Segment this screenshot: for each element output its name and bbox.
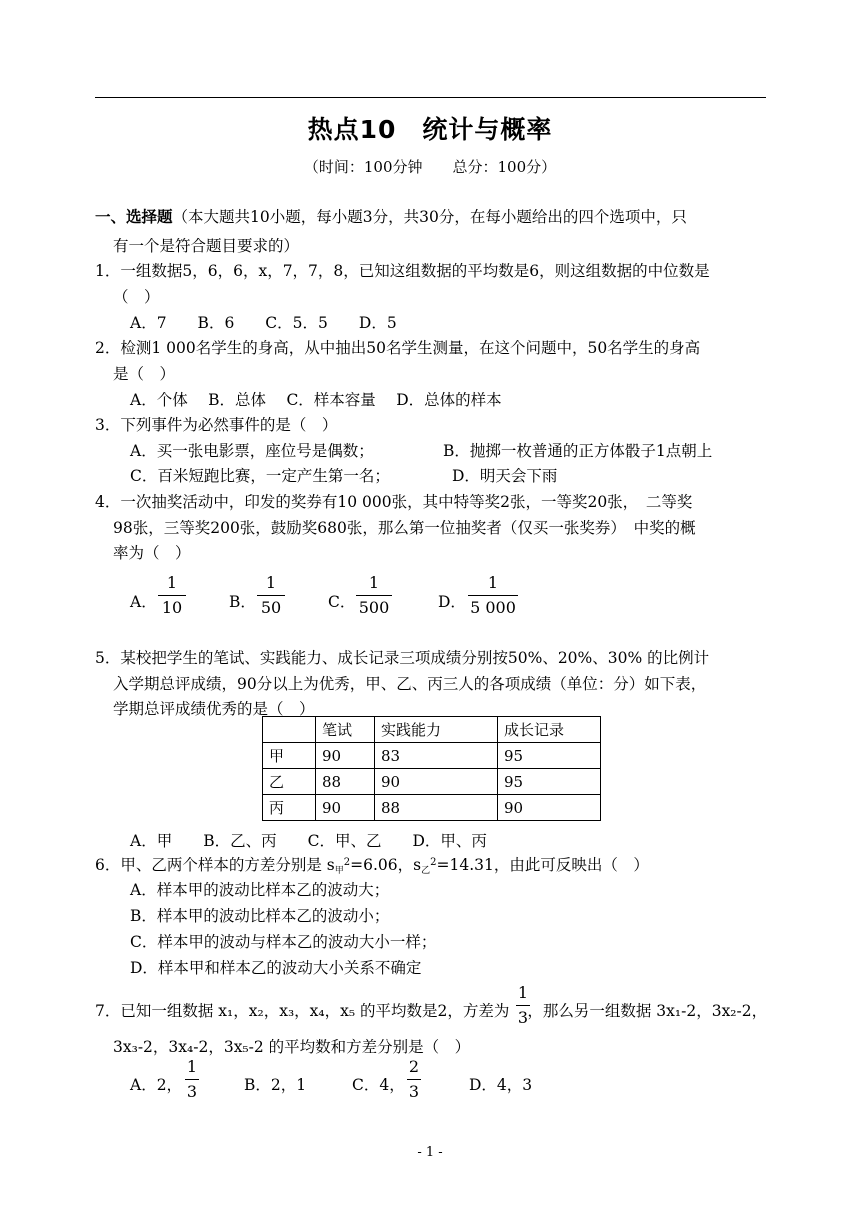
- fraction-denominator: 3: [408, 1082, 420, 1101]
- question-6-text-a: 6．甲、乙两个样本的方差分别是 s: [95, 856, 335, 874]
- fraction-denominator: 10: [161, 598, 183, 617]
- table-cell: 88: [375, 795, 498, 821]
- table-cell: 90: [316, 795, 375, 821]
- page-title: 热点10 统计与概率: [307, 115, 553, 144]
- fraction-denominator: 3: [517, 1008, 529, 1027]
- question-7-option-d: D．4，3: [469, 1076, 533, 1094]
- fraction-numerator: 1: [186, 1057, 198, 1076]
- question-4-label-b: B．: [229, 593, 256, 611]
- table-row: [263, 795, 601, 821]
- subscript-jia: 甲: [334, 866, 344, 876]
- question-1-options: A．7 B．6 C．5．5 D．5: [130, 314, 397, 332]
- question-4-fraction-d: [468, 573, 518, 618]
- table-cell: 丙: [263, 795, 316, 821]
- section-desc: （本大题共10小题，每小题3分，共30分，在每小题给出的四个选项中，只: [172, 208, 687, 226]
- fraction-numerator: 1: [368, 573, 380, 592]
- question-2-cont: 是（ ）: [113, 365, 176, 383]
- question-1: 1．一组数据5，6，6，x，7，7，8，已知这组数据的平均数是6，则这组数据的中位数是: [95, 262, 710, 280]
- table-cell: 90: [316, 743, 375, 769]
- question-7-fraction-c: [407, 1057, 421, 1102]
- question-3-option-d: D．明天会下雨: [452, 467, 558, 485]
- question-5-cont-2: 学期总评成绩优秀的是（ ）: [113, 700, 315, 718]
- header-rule: [95, 97, 766, 98]
- question-7-option-a: A．2，: [130, 1076, 183, 1094]
- table-cell: 83: [375, 743, 498, 769]
- question-3-option-b: B．抛掷一枚普通的正方体骰子1点朝上: [443, 442, 713, 460]
- table-header: 实践能力: [375, 717, 498, 743]
- section-heading: [95, 205, 687, 227]
- fraction-numerator: 1: [487, 573, 499, 592]
- question-4-label-d: D．: [438, 593, 466, 611]
- table-cell: 88: [316, 769, 375, 795]
- fraction-numerator: 2: [408, 1057, 420, 1076]
- table-header: [263, 717, 316, 743]
- question-3-option-a: A．买一张电影票，座位号是偶数；: [130, 442, 374, 460]
- fraction-denominator: 3: [186, 1082, 198, 1101]
- table-header-row: [263, 717, 601, 743]
- question-4-fraction-c: [356, 573, 392, 618]
- table-cell: 乙: [263, 769, 316, 795]
- question-4-fraction-a: [158, 573, 186, 618]
- question-7-fraction-a: [185, 1057, 199, 1102]
- table-cell: 90: [498, 795, 601, 821]
- question-6-option-b: B．样本甲的波动比样本乙的波动小；: [130, 907, 390, 925]
- table-header: 成长记录: [498, 717, 601, 743]
- question-2-options: A．个体 B．总体 C．样本容量 D．总体的样本: [130, 391, 502, 409]
- fraction-numerator: 1: [517, 983, 529, 1002]
- question-4-label-c: C．: [328, 593, 356, 611]
- fraction-denominator: 50: [260, 598, 282, 617]
- question-7: [95, 999, 767, 1021]
- question-2: 2．检测1 000名学生的身高，从中抽出50名学生测量，在这个问题中，50名学生的身高: [95, 339, 701, 357]
- fraction-denominator: 500: [358, 598, 390, 617]
- question-6-option-d: D．样本甲和样本乙的波动大小关系不确定: [130, 959, 422, 977]
- table-header: 笔试: [316, 717, 375, 743]
- question-7-option-b: B．2，1: [244, 1076, 307, 1094]
- fraction-numerator: 1: [265, 573, 277, 592]
- table-cell: 95: [498, 743, 601, 769]
- page-subtitle: （时间：100分钟 总分：100分）: [303, 158, 557, 176]
- page-number: - 1 -: [417, 1145, 443, 1160]
- question-6: [95, 853, 649, 876]
- fraction-denominator: 5 000: [470, 598, 516, 617]
- table-row: [263, 769, 601, 795]
- subscript-yi: 乙: [421, 866, 431, 876]
- fraction-numerator: 1: [166, 573, 178, 592]
- question-5-cont: 入学期总评成绩，90分以上为优秀，甲、乙、丙三人的各项成绩（单位：分）如下表，: [113, 675, 707, 693]
- question-7-option-c: C．4，: [352, 1076, 405, 1094]
- question-5-options: A．甲 B．乙、丙 C．甲、乙 D．甲、丙: [130, 832, 487, 850]
- question-5: 5．某校把学生的笔试、实践能力、成长记录三项成绩分别按50%、20%、30% 的比例计: [95, 649, 710, 667]
- score-table: [262, 716, 601, 821]
- section-title: 一、选择题: [95, 208, 173, 226]
- question-1-cont: （ ）: [113, 288, 160, 306]
- superscript: 2: [430, 857, 437, 868]
- question-6-text-b: =6.06，s: [350, 856, 422, 874]
- table-row: [263, 743, 601, 769]
- superscript: 2: [343, 857, 351, 868]
- table-cell: 90: [375, 769, 498, 795]
- question-6-text-c: =14.31，由此可反映出（ ）: [436, 856, 649, 874]
- question-6-option-a: A．样本甲的波动比样本乙的波动大；: [130, 881, 390, 899]
- table-cell: 甲: [263, 743, 316, 769]
- question-4-cont-2: 率为（ ）: [113, 544, 191, 562]
- question-4-fraction-b: [257, 573, 285, 618]
- question-3-option-c: C．百米短跑比赛，一定产生第一名；: [130, 467, 390, 485]
- question-7-text-a: 7．已知一组数据 x₁，x₂，x₃，x₄，x₅ 的平均数是2，方差为: [95, 1002, 510, 1020]
- section-desc-2: 有一个是符合题目要求的）: [113, 237, 300, 255]
- question-4-label-a: A．: [130, 593, 157, 611]
- question-4-cont: 98张，三等奖200张，鼓励奖680张，那么第一位抽奖者（仅买一张奖券） 中奖的概: [113, 519, 696, 537]
- question-7-text-b: ，那么另一组数据 3x₁-2，3x₂-2，: [527, 1002, 768, 1020]
- question-4: 4．一次抽奖活动中，印发的奖券有10 000张，其中特等奖2张，一等奖20张， 二等奖: [95, 493, 693, 511]
- question-6-option-c: C．样本甲的波动与样本乙的波动大小一样；: [130, 933, 437, 951]
- table-cell: 95: [498, 769, 601, 795]
- question-7-variance-fraction: [516, 983, 530, 1028]
- question-7-cont: 3x₃-2，3x₄-2，3x₅-2 的平均数和方差分别是（ ）: [113, 1038, 471, 1056]
- question-3: 3．下列事件为必然事件的是（ ）: [95, 416, 338, 434]
